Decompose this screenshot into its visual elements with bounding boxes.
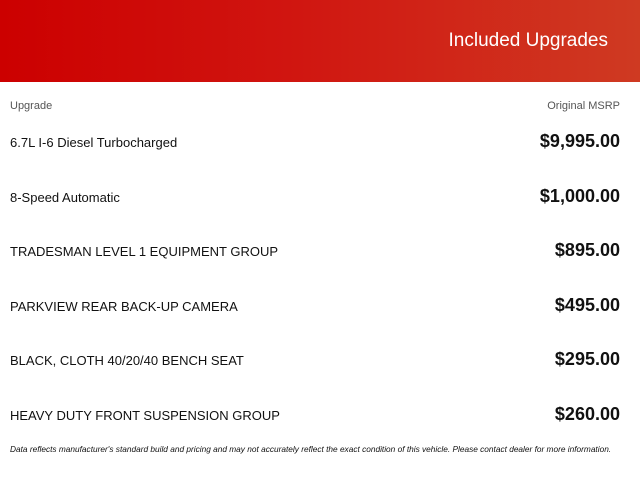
list-item bbox=[10, 333, 620, 388]
header-banner bbox=[0, 0, 640, 82]
upgrades-list bbox=[10, 115, 620, 442]
list-item bbox=[10, 279, 620, 334]
list-item bbox=[10, 170, 620, 225]
list-item bbox=[10, 224, 620, 279]
upgrade-name: PARKVIEW REAR BACK-UP CAMERA bbox=[10, 298, 238, 314]
list-item bbox=[10, 388, 620, 443]
disclaimer-text: Data reflects manufacturer's standard build and pricing and may not accurately reflect the exact condition of this vehicle. Please contact dealer for more information. bbox=[10, 444, 612, 454]
column-headers bbox=[10, 100, 620, 114]
upgrade-name: BLACK, CLOTH 40/20/40 BENCH SEAT bbox=[10, 353, 244, 368]
upgrade-column-header: Upgrade bbox=[10, 100, 53, 112]
list-item bbox=[10, 115, 620, 170]
upgrade-price: $9,995.00 bbox=[539, 131, 620, 151]
upgrade-name: TRADESMAN LEVEL 1 EQUIPMENT GROUP bbox=[10, 244, 279, 259]
upgrade-price: $1,000.00 bbox=[539, 185, 620, 206]
upgrade-price: $495.00 bbox=[554, 294, 620, 315]
upgrade-name: 6.7L I-6 Diesel Turbocharged bbox=[10, 135, 178, 150]
upgrade-name: 8-Speed Automatic bbox=[10, 189, 120, 205]
page-title: Included Upgrades bbox=[448, 30, 608, 51]
upgrade-name: HEAVY DUTY FRONT SUSPENSION GROUP bbox=[10, 407, 280, 423]
upgrade-price: $260.00 bbox=[554, 403, 620, 424]
msrp-column-header: Original MSRP bbox=[547, 100, 620, 112]
upgrade-price: $295.00 bbox=[554, 349, 620, 369]
upgrade-price: $895.00 bbox=[554, 240, 620, 260]
